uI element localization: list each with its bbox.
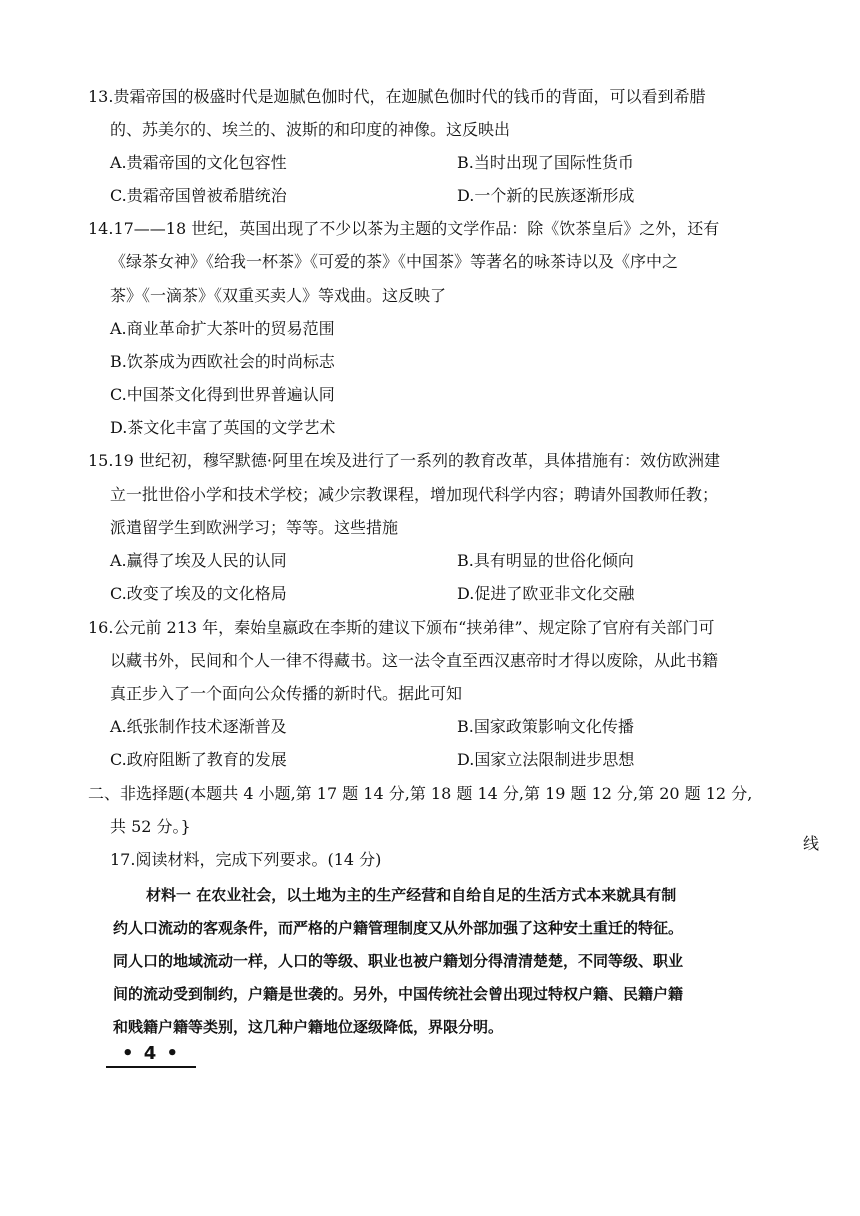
q15-stem-line-1: 15.19 世纪初，穆罕默德·阿里在埃及进行了一系列的教育改革，具体措施有：效仿欧洲建 xyxy=(88,451,720,470)
q17-material-line-3: 同人口的地域流动一样，人口的等级、职业也被户籍划分得清清楚楚，不同等级、职业 xyxy=(113,952,684,970)
q15-option-d: D.促进了欧亚非文化交融 xyxy=(457,584,635,603)
q15-option-c: C.改变了埃及的文化格局 xyxy=(110,584,287,603)
q13-option-b: B.当时出现了国际性货币 xyxy=(457,153,634,172)
section-2-heading-line-1: 二、非选择题(本题共 4 小题,第 17 题 14 分,第 18 题 14 分,第 19 题 12 分,第 20 题 12 分, xyxy=(88,784,753,803)
section-2-heading-line-2: 共 52 分。} xyxy=(110,817,191,836)
q15-option-b: B.具有明显的世俗化倾向 xyxy=(457,551,634,570)
q14-option-b: B.饮茶成为西欧社会的时尚标志 xyxy=(110,352,335,371)
q14-option-c: C.中国茶文化得到世界普遍认同 xyxy=(110,385,335,404)
q14-option-a: A.商业革命扩大茶叶的贸易范围 xyxy=(110,319,335,338)
q16-stem-line-1: 16.公元前 213 年，秦始皇嬴政在李斯的建议下颁布“挟弟律”、规定除了官府有关部门可 xyxy=(88,618,715,637)
q17-stem: 17.阅读材料，完成下列要求。(14 分) xyxy=(110,850,382,869)
q17-material-line-4: 间的流动受到制约，户籍是世袭的。另外，中国传统社会曾出现过特权户籍、民籍户籍 xyxy=(113,985,684,1003)
q16-option-b: B.国家政策影响文化传播 xyxy=(457,717,634,736)
q17-material-line-2: 约人口流动的客观条件，而严格的户籍管理制度又从外部加强了这种安土重迁的特征。 xyxy=(113,919,684,937)
q16-stem-line-3: 真正步入了一个面向公众传播的新时代。据此可知 xyxy=(110,684,463,703)
q13-option-c: C.贵霜帝国曾被希腊统治 xyxy=(110,186,287,205)
q15-stem-line-3: 派遣留学生到欧洲学习；等等。这些措施 xyxy=(110,518,399,537)
q16-option-a: A.纸张制作技术逐渐普及 xyxy=(110,717,287,736)
q14-stem-line-3: 茶》《一滴茶》《双重买卖人》等戏曲。这反映了 xyxy=(110,286,447,305)
q16-option-d: D.国家立法限制进步思想 xyxy=(457,750,635,769)
q13-option-d: D.一个新的民族逐渐形成 xyxy=(457,186,635,205)
q14-stem-line-1: 14.17——18 世纪，英国出现了不少以茶为主题的文学作品：除《饮茶皇后》之外，还有 xyxy=(88,219,720,238)
q17-material-line-1: 材料一 在农业社会，以土地为主的生产经营和自给自足的生活方式本来就具有制 xyxy=(146,886,677,904)
q16-option-c: C.政府阻断了教育的发展 xyxy=(110,750,287,769)
q13-option-a: A.贵霜帝国的文化包容性 xyxy=(110,153,287,172)
q13-stem-line-2: 的、苏美尔的、埃兰的、波斯的和印度的神像。这反映出 xyxy=(110,120,511,139)
q17-material-line-5: 和贱籍户籍等类别，这几种户籍地位逐级降低，界限分明。 xyxy=(113,1018,504,1036)
q13-stem-line-1: 13.贵霜帝国的极盛时代是迦腻色伽时代，在迦腻色伽时代的钱币的背面，可以看到希腊 xyxy=(88,87,706,106)
page-number: • 4 • xyxy=(106,1042,196,1068)
q15-stem-line-2: 立一批世俗小学和技术学校；减少宗教课程，增加现代科学内容；聘请外国教师任教； xyxy=(110,485,719,504)
q14-option-d: D.茶文化丰富了英国的文学艺术 xyxy=(110,418,336,437)
binding-line-mark: 线 xyxy=(803,834,820,853)
q15-option-a: A.赢得了埃及人民的认同 xyxy=(110,551,287,570)
q16-stem-line-2: 以藏书外，民间和个人一律不得藏书。这一法令直至西汉惠帝时才得以废除，从此书籍 xyxy=(110,651,719,670)
q14-stem-line-2: 《绿茶女神》《给我一杯茶》《可爱的茶》《中国茶》等著名的咏茶诗以及《序中之 xyxy=(110,252,679,271)
